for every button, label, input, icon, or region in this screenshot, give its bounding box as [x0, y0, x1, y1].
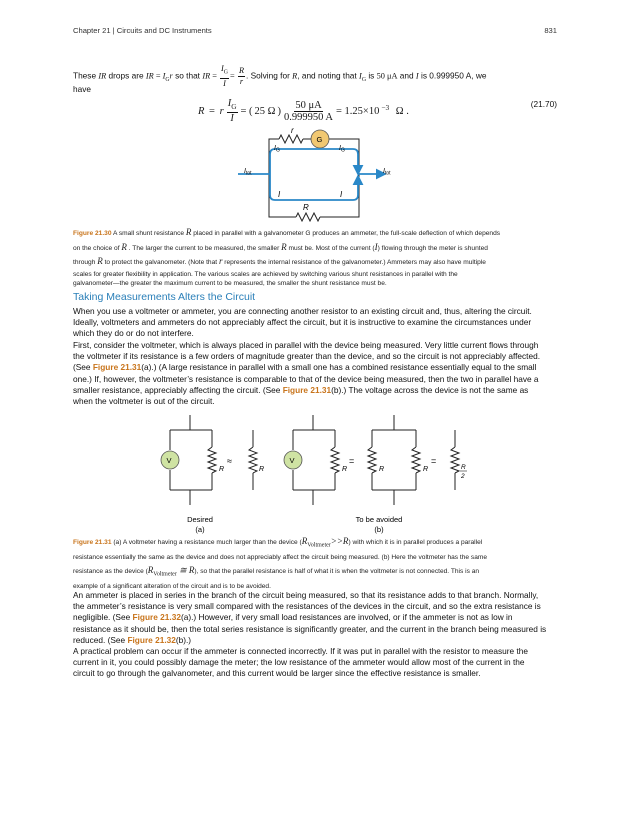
resistor-a: [208, 447, 216, 473]
paragraph-3: An ammeter is placed in series in the branch of the circuit being measured, so that its resistance adds to that branch. Normally, the ammeter’s resistance is very small compared with the resistances of the devices in the circuit, and so the extra resistance is negligible. (See Figure 21.32(a).) However, if very small load resistances are involved, or if the ammeter is not as low in resistance as it should be, then the total series resistance is significantly greater, and the current in the branch being measured is reduced. (See Figure 21.32(b).): [73, 590, 547, 645]
circuit-wires: [269, 139, 359, 217]
label-r-b-left: R: [379, 466, 385, 473]
resistor-a-single: [249, 447, 257, 473]
label-i-right: I: [340, 190, 343, 199]
figure-21-31-link[interactable]: Figure 21.31: [92, 362, 142, 373]
label-a: (a): [195, 525, 205, 534]
equals-sign-2: =: [431, 456, 437, 466]
label-r-small: r: [291, 126, 294, 135]
paragraph-4: A practical problem can occur if the ammeter is connected incorrectly. If it was put in parallel with the resistor to measure the current in it, you could possibly damage the meter; the low resistance of the ammeter would allow most of the current in the circuit to go through the galvanometer, and this current would be larger since the effective resistance is smaller.: [73, 646, 528, 679]
figure-21-31-link[interactable]: Figure 21.31: [282, 384, 332, 395]
figure-21-30-caption: Figure 21.30 A small shunt resistance R placed in parallel with a galvanometer G produces an ammeter, the full-scale deflection of which depends on the choice of R . The larger the current to be measured, the smaller R must be. Most of the current (I) flowing through the meter is shunted through R to protect the galvanometer. (Note that r represents the internal resistance of the galvanometer.) Ammeters may also have multiple scales for greater flexibility in application. The various scales are achieved by switching various shunt resistances in parallel with the galvanometer—the greater the maximum current to be measured, the smaller the shunt resistance must be.: [73, 227, 501, 287]
page-number: 831: [544, 26, 557, 35]
label-r-half-num: R: [461, 464, 466, 471]
paragraph-1: When you use a voltmeter or ammeter, you are connecting another resistor to an existing circuit and, thus, altering the circuit. Ideally, voltmeters and ammeters do not appreciably affect the circuit, but it is instructive to examine the circumstances under which they do or do not interfere.: [73, 306, 532, 339]
resistor-b: [331, 447, 339, 473]
galvanometer-label: G: [316, 135, 323, 144]
label-itot-right: $I_{tot}$: [383, 168, 391, 177]
label-r-b: R: [342, 466, 348, 473]
label-shunt-r: R: [303, 203, 309, 212]
chapter-header: Chapter 21 | Circuits and DC Instruments: [73, 26, 212, 35]
figure-21-31-circuit: [150, 415, 480, 535]
figure-21-31-caption: Figure 21.31 (a) A voltmeter having a resistance much larger than the device $(R_{Voltmeter}>>R)$ with which it is in parallel produces a parallel resistance essentially the same as the device and does not appreciably affect the circuit being measured. (b) Here the voltmeter has the same resistance as the device ($R_{Voltmeter}$ ≅ R), so that the parallel resistance is half of what it is when the voltmeter is not connected. This is an example of a significant alteration of the circuit and is to be avoided.: [73, 536, 488, 590]
intro-line-2: have: [73, 84, 91, 94]
current-paths: [238, 149, 385, 200]
label-r-a-single: R: [259, 466, 265, 473]
equation-number: (21.70): [530, 99, 557, 109]
label-avoided: To be avoided: [355, 515, 403, 524]
equation-21-70: R = r $\frac{I_G}{I}$ = ( 25 Ω ) $\frac{50 \mu A}{0.999950 A}$ = 1.25×10 $^{-3}$ Ω .: [198, 98, 409, 125]
circuit-b-pair-wires: [372, 415, 416, 505]
intro-line: These IR drops are IR = $I_Gr$ so that IR = $\frac{I_G}{I}$ = $\frac{R}{r}$ . Solving for R, and noting that $I_G$ is 50 μA and I is 0.999950 A, we: [73, 64, 487, 88]
label-r-b-right: R: [423, 466, 429, 473]
label-i-left: I: [278, 190, 281, 199]
shunt-resistor: [296, 213, 320, 221]
resistor-b-half: [451, 447, 459, 473]
section-heading: Taking Measurements Alters the Circuit: [73, 291, 256, 303]
label-r-half-den: 2: [461, 473, 465, 480]
label-ig-left: $I_G$: [274, 145, 280, 154]
resistor-b-right: [412, 447, 420, 473]
resistor-r: [279, 135, 303, 143]
approx-sign: ≈: [227, 456, 232, 466]
label-desired: Desired: [187, 515, 213, 524]
label-b: (b): [374, 525, 384, 534]
voltmeter-a-label: V: [166, 456, 172, 465]
paragraph-2: First, consider the voltmeter, which is always placed in parallel with the device being measured. Very little current flows through the voltmeter if its resistance is a few orders of magnitude greater than the device, and so the circuit is not appreciably affected. (See Figure 21.31(a).) (A large resistance in parallel with a small one has a combined resistance essentially equal to the small one.) If, however, the voltmeter’s resistance is comparable to that of the device being measured, then the two in parallel have a smaller resistance, appreciably affecting the circuit. (See Figure 21.31(b).) The voltage across the device is not the same as when the voltmeter is out of the circuit.: [73, 340, 541, 407]
equals-sign-1: =: [349, 456, 355, 466]
figure-21-30-circuit: [230, 124, 400, 226]
resistor-b-left: [368, 447, 376, 473]
figure-21-32-link[interactable]: Figure 21.32: [127, 634, 176, 645]
voltmeter-b-label: V: [289, 456, 295, 465]
label-itot-left: $I_{tot}$: [244, 168, 252, 177]
label-ig-right: $I_G$: [339, 145, 345, 154]
label-r-a: R: [219, 466, 225, 473]
figure-21-32-link[interactable]: Figure 21.32: [132, 612, 181, 623]
